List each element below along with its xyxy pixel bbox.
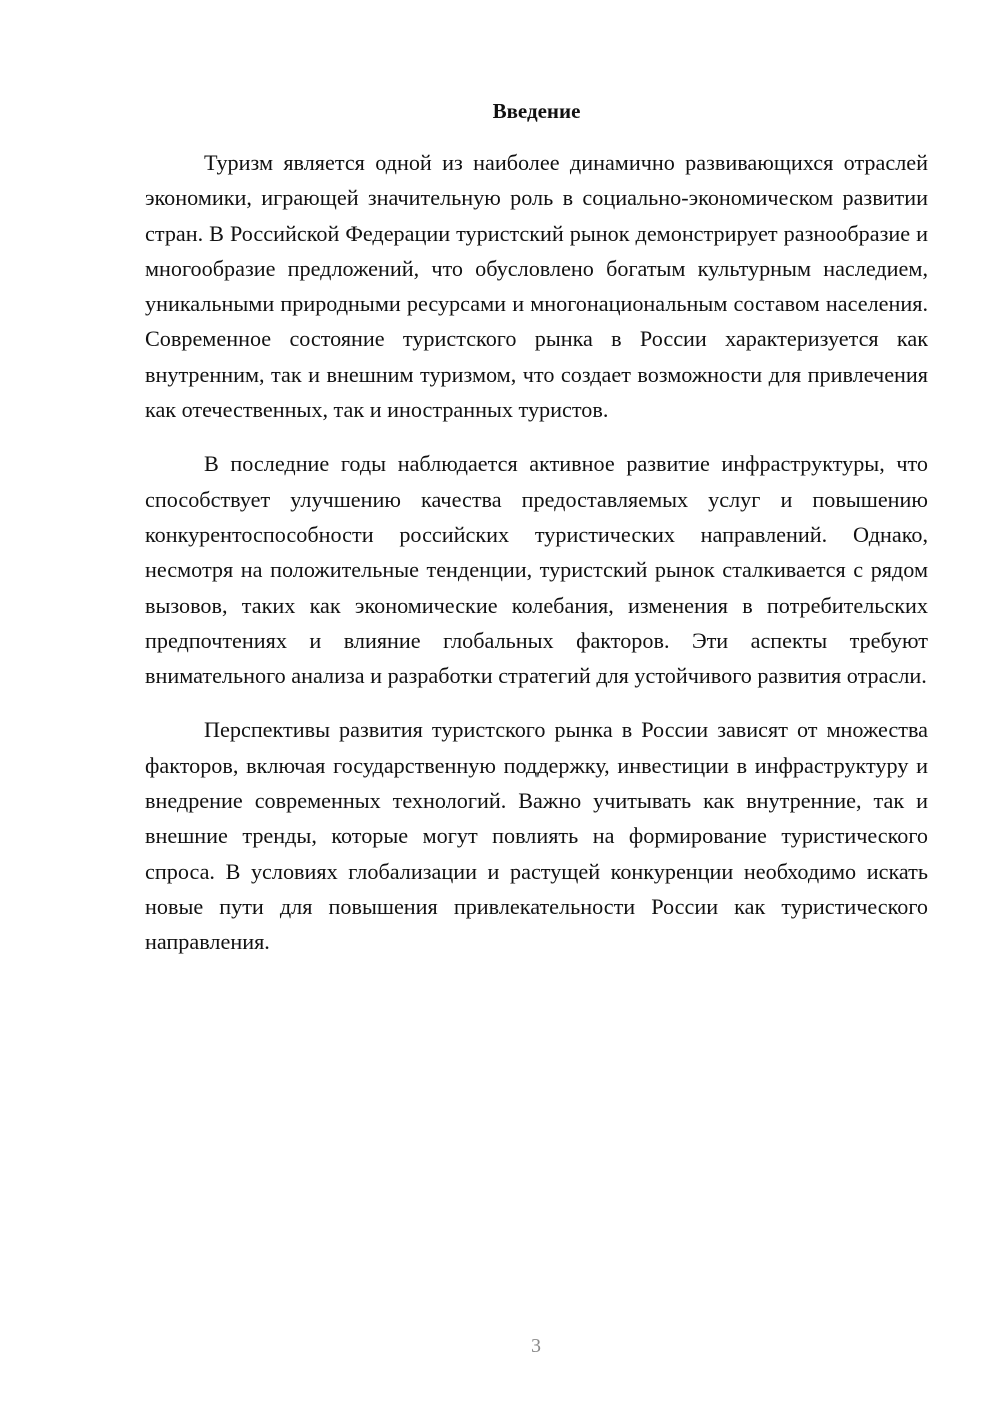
section-heading: Введение [492,99,581,123]
page-number: 3 [531,1335,541,1357]
page-content [145,97,928,960]
paragraph-3: Перспективы развития туристского рынка в России зависят от множества факторов, включая государственную поддержку, инвестиции в инфраструктуру и внедрение современных технологий. Важно учитывать как внутренние, так и внешние тренды, которые могут повлиять на формирование туристического спроса. В условиях глобализации и растущей конкуренции необходимо искать новые пути для повышения привлекательности России как туристического направления. [145,717,928,955]
paragraph-2: В последние годы наблюдается активное развитие инфраструктуры, что способствует улучшению качества предоставляемых услуг и повышению конкурентоспособности российских туристических направлений. Однако, несмотря на положительные тенденции, туристский рынок сталкивается с рядом вызовов, таких как экономические колебания, изменения в потребительских предпочтениях и влияние глобальных факторов. Эти аспекты требуют внимательного анализа и разработки стратегий для устойчивого развития отрасли. [145,451,928,689]
paragraph-1: Туризм является одной из наиболее динамично развивающихся отраслей экономики, играющей значительную роль в социально-экономическом развитии стран. В Российской Федерации туристский рынок демонстрирует разнообразие и многообразие предложений, что обусловлено богатым культурным наследием, уникальными природными ресурсами и многонациональным составом населения. Современное состояние туристского рынка в России характеризуется как внутренним, так и внешним туризмом, что создает возможности для привлечения как отечественных, так и иностранных туристов. [145,150,928,423]
